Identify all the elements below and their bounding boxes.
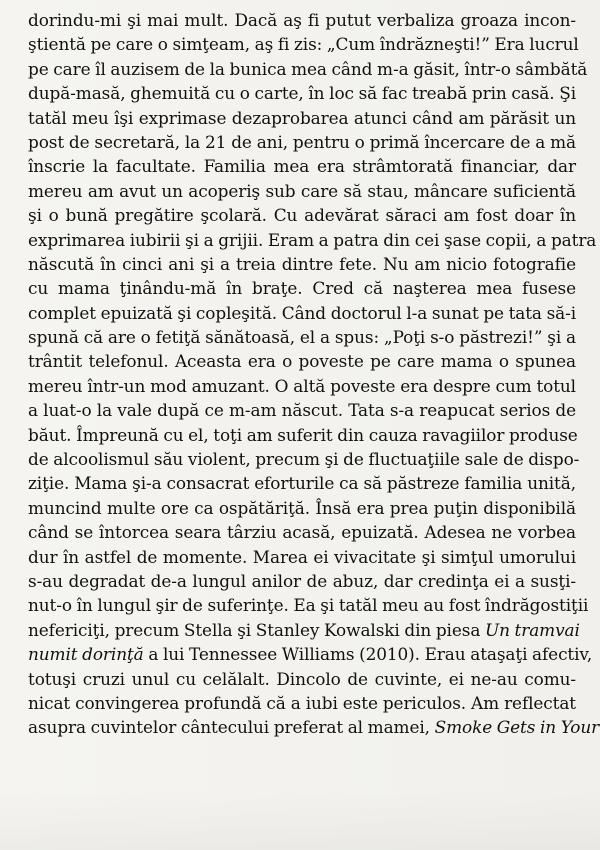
text-line: mereu am avut un acoperiş sub care să stau, mâncare suficientă xyxy=(28,180,576,201)
text-line-with-title xyxy=(28,642,593,666)
text-line-with-title xyxy=(28,715,600,739)
text-line: dorindu-mi şi mai mult. Dacă aş fi putut verbaliza groaza incon- xyxy=(28,10,576,30)
text-line: trântit telefonul. Aceasta era o poveste pe care mama o spunea xyxy=(28,351,576,372)
text-line: cu mama ţinându-mă în braţe. Cred că naşterea mea fusese xyxy=(28,278,576,299)
text-line: după-masă, ghemuită cu o carte, în loc să fac treabă prin casă. Şi xyxy=(28,83,576,104)
text-line: când se întorcea seara târziu acasă, epuizată. Adesea ne vorbea xyxy=(28,522,576,543)
text-line: născută în cinci ani şi a treia dintre fete. Nu am nicio fotografie xyxy=(28,253,576,274)
text-line: pe care îl auzisem de la bunica mea când m-a găsit, într-o sâmbătă xyxy=(28,58,588,79)
text-line: mereu într-un mod amuzant. O altă poveste era despre cum totul xyxy=(28,375,576,396)
text-line: şi o bună pregătire şcolară. Cu adevărat săraci am fost doar în xyxy=(28,205,576,226)
text-line: băut. Împreună cu el, toţi am suferit din cauza ravagiilor produse xyxy=(28,424,578,445)
text-line: s-au degradat de-a lungul anilor de abuz, dar credinţa ei a susţi- xyxy=(28,570,576,591)
italic-title: Un tramvai xyxy=(484,619,580,640)
italic-title: Smoke Gets in Your xyxy=(434,717,600,738)
text-line: post de secretară, la 21 de ani, pentru o primă încercare de a mă xyxy=(28,131,576,152)
line-text: a lui Tennessee Williams (2010). Erau ataşaţi afectiv, xyxy=(148,644,593,665)
line-text: asupra cuvintelor cântecului preferat al mamei, xyxy=(28,717,430,738)
text-line: totuşi cruzi unul cu celălalt. Dincolo de cuvinte, ei ne-au comu- xyxy=(28,668,576,689)
text-line: nicat convingerea profundă că a iubi este periculos. Am reflectat xyxy=(28,692,576,713)
body-text xyxy=(28,8,600,740)
text-line: tatăl meu îşi exprimase dezaprobarea atunci când am părăsit un xyxy=(28,107,576,128)
text-line-with-title xyxy=(28,618,580,642)
text-line: ziţie. Mama şi-a consacrat eforturile ca să păstreze familia unită, xyxy=(28,473,576,494)
text-line: înscrie la facultate. Familia mea era strâmtorată financiar, dar xyxy=(28,156,576,177)
text-line: de alcoolismul său violent, precum şi de fluctuaţiile sale de dispo- xyxy=(28,449,580,470)
page-shadow xyxy=(0,790,600,850)
text-line: complet epuizată şi copleşită. Când doctorul l-a sunat pe tata să-i xyxy=(28,302,577,323)
line-text: nefericiţi, precum Stella şi Stanley Kowalski din piesa xyxy=(28,619,481,640)
italic-title: numit dorinţă xyxy=(28,644,144,665)
text-line: a luat-o la vale după ce m-am născut. Tata s-a reapucat serios de xyxy=(28,400,576,421)
text-line: ştientă pe care o simţeam, aş fi zis: „Cum îndrăzneşti!” Era lucrul xyxy=(28,34,579,55)
text-line: dur în astfel de momente. Marea ei vivacitate şi simţul umorului xyxy=(28,546,576,567)
text-line: exprimarea iubirii şi a grijii. Eram a patra din cei şase copii, a patra xyxy=(28,229,597,250)
text-line: nut-o în lungul şir de suferinţe. Ea şi tatăl meu au fost îndrăgostiţii xyxy=(28,595,589,616)
text-line: spună că are o fetiţă sănătoasă, el a spus: „Poţi s-o păstrezi!” şi a xyxy=(28,327,576,348)
text-line: muncind multe ore ca ospătăriţă. Însă era prea puţin disponibilă xyxy=(28,497,576,518)
